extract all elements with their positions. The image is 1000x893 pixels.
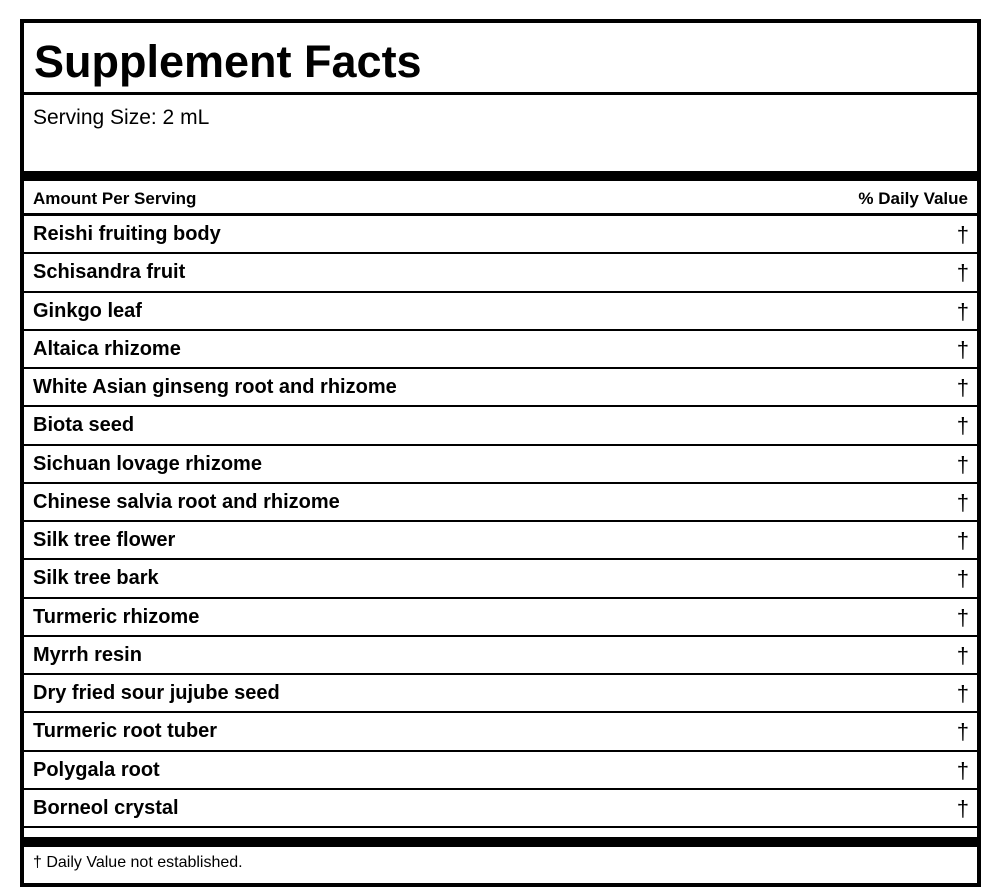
thick-divider-top: [24, 171, 977, 181]
daily-value-dagger: †: [956, 757, 969, 783]
ingredient-row: [24, 752, 977, 790]
ingredient-row: [24, 484, 977, 522]
amount-per-serving-label: Amount Per Serving: [33, 189, 197, 208]
panel-title: Supplement Facts: [24, 23, 977, 95]
ingredient-row: [24, 522, 977, 560]
ingredient-name: Silk tree flower: [33, 529, 176, 551]
ingredient-row: [24, 675, 977, 713]
ingredient-name: Biota seed: [33, 414, 135, 437]
footnote: † Daily Value not established.: [33, 854, 243, 871]
ingredient-name: Ginkgo leaf: [33, 299, 142, 322]
daily-value-dagger: †: [956, 681, 969, 706]
daily-value-dagger: †: [956, 719, 969, 745]
ingredient-name: Schisandra fruit: [33, 261, 186, 284]
ingredient-row: [24, 560, 977, 598]
ingredient-row: [24, 446, 977, 484]
ingredient-name: Turmeric rhizome: [33, 605, 200, 628]
ingredient-row: [24, 369, 977, 407]
ingredient-name: Borneol crystal: [33, 796, 179, 819]
ingredient-name: Chinese salvia root and rhizome: [33, 490, 340, 513]
column-header: [24, 181, 977, 216]
daily-value-dagger: †: [956, 336, 969, 362]
thick-divider-bottom: [24, 837, 977, 847]
ingredient-name: Sichuan lovage rhizome: [33, 452, 262, 475]
ingredient-row: [24, 637, 977, 675]
ingredient-name: Reishi fruiting body: [33, 223, 221, 245]
daily-value-dagger: †: [956, 413, 969, 439]
daily-value-dagger: †: [956, 604, 969, 630]
ingredient-name: Myrrh resin: [33, 643, 142, 666]
daily-value-dagger: †: [956, 375, 969, 400]
daily-value-dagger: †: [956, 489, 969, 515]
daily-value-dagger: †: [956, 222, 969, 247]
ingredient-row: [24, 407, 977, 445]
ingredient-row: [24, 790, 977, 828]
daily-value-dagger: †: [956, 260, 969, 286]
ingredient-name: Polygala root: [33, 758, 160, 781]
ingredient-name: White Asian ginseng root and rhizome: [33, 376, 397, 398]
ingredient-row: [24, 293, 977, 331]
supplement-facts-panel: [20, 19, 981, 887]
ingredient-row: [24, 713, 977, 751]
daily-value-dagger: †: [956, 566, 969, 592]
ingredient-name: Altaica rhizome: [33, 337, 181, 360]
ingredient-name: Dry fried sour jujube seed: [33, 682, 280, 704]
ingredient-row: [24, 599, 977, 637]
ingredient-name: Turmeric root tuber: [33, 720, 218, 743]
ingredient-row: [24, 254, 977, 292]
daily-value-dagger: †: [956, 451, 969, 477]
serving-size: Serving Size: 2 mL: [33, 106, 210, 129]
ingredient-name: Silk tree bark: [33, 567, 159, 590]
daily-value-dagger: †: [956, 528, 969, 553]
ingredient-row: [24, 331, 977, 369]
daily-value-label: % Daily Value: [858, 189, 968, 208]
ingredient-list: [24, 216, 977, 828]
daily-value-dagger: †: [956, 795, 969, 821]
daily-value-dagger: †: [956, 642, 969, 668]
daily-value-dagger: †: [956, 298, 969, 324]
ingredient-row: [24, 216, 977, 254]
